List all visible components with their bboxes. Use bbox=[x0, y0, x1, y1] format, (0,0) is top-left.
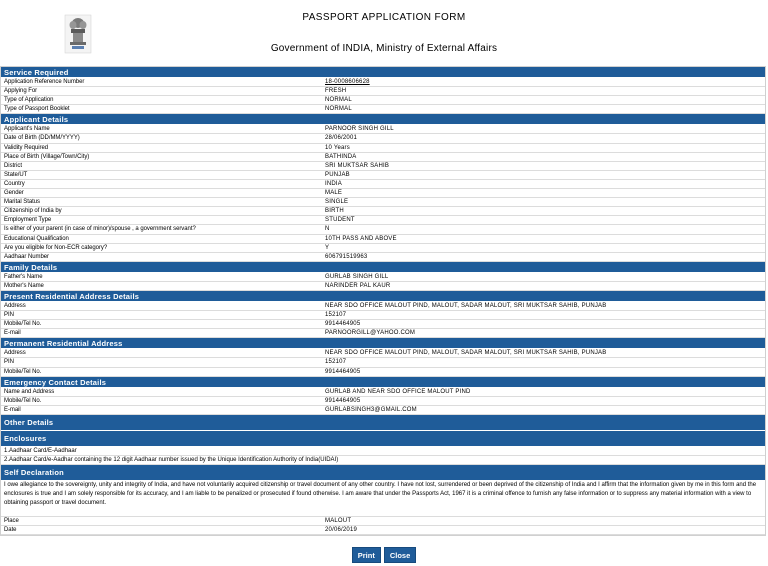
field-value: INDIA bbox=[325, 180, 343, 187]
section-present-address: Present Residential Address Details bbox=[1, 291, 765, 302]
table-row bbox=[1, 87, 765, 96]
field-value: 10 Years bbox=[325, 144, 350, 151]
table-row bbox=[1, 406, 765, 415]
field-label: Mobile/Tel No. bbox=[4, 368, 42, 375]
field-value: SINGLE bbox=[325, 199, 349, 206]
table-row bbox=[1, 349, 765, 358]
table-row bbox=[1, 311, 765, 320]
field-value: 10TH PASS AND ABOVE bbox=[325, 235, 397, 242]
field-value: MALE bbox=[325, 190, 343, 197]
field-label: Gender bbox=[4, 190, 24, 197]
field-value: NORMAL bbox=[325, 106, 352, 113]
field-value: NEAR SDO OFFICE MALOUT PIND, MALOUT, SADAR MALOUT, SRI MUKTSAR SAHIB, PUNJAB bbox=[325, 350, 607, 357]
table-row bbox=[1, 329, 765, 338]
section-family-details: Family Details bbox=[1, 262, 765, 273]
field-value: FRESH bbox=[325, 88, 347, 95]
field-label: Applicant's Name bbox=[4, 126, 50, 133]
table-row bbox=[1, 78, 765, 87]
field-value: PUNJAB bbox=[325, 171, 350, 178]
field-label: Validity Required bbox=[4, 144, 49, 151]
table-row bbox=[1, 96, 765, 105]
field-value: BATHINDA bbox=[325, 153, 357, 160]
action-buttons bbox=[0, 547, 768, 563]
field-label: Father's Name bbox=[4, 273, 43, 280]
table-row bbox=[1, 358, 765, 367]
field-value: N bbox=[325, 226, 330, 233]
field-label: Place bbox=[4, 518, 19, 525]
field-label: Place of Birth (Village/Town/City) bbox=[4, 153, 90, 160]
application-form bbox=[0, 66, 766, 536]
field-label: Date bbox=[4, 527, 17, 534]
section-self-declaration: Self Declaration bbox=[1, 465, 765, 481]
table-row bbox=[1, 225, 765, 234]
table-row bbox=[1, 302, 765, 311]
print-button[interactable]: Print bbox=[352, 547, 381, 563]
field-value: 20/06/2019 bbox=[325, 527, 358, 534]
table-row bbox=[1, 180, 765, 189]
field-label: State/UT bbox=[4, 171, 28, 178]
table-row bbox=[1, 105, 765, 114]
field-label: Application Reference Number bbox=[4, 79, 85, 85]
field-value: GURLAB SINGH GILL bbox=[325, 273, 389, 280]
field-label: Type of Application bbox=[4, 97, 54, 104]
application-reference-number: 18-0008606628 bbox=[325, 79, 370, 85]
table-row bbox=[1, 388, 765, 397]
table-row bbox=[1, 526, 765, 535]
section-permanent-address: Permanent Residential Address bbox=[1, 338, 765, 349]
field-label: Employment Type bbox=[4, 217, 52, 224]
field-label: E-mail bbox=[4, 330, 21, 337]
list-item: 2.Aadhaar Card/e-Aadhar containing the 12 digit Aadhaar number issued by the Unique Identification Authority of India(UIDAI) bbox=[1, 456, 765, 465]
field-value: Y bbox=[325, 244, 330, 251]
section-other-details: Other Details bbox=[1, 415, 765, 431]
field-label: Type of Passport Booklet bbox=[4, 106, 70, 113]
field-label: Address bbox=[4, 302, 26, 309]
table-row bbox=[1, 162, 765, 171]
table-row bbox=[1, 368, 765, 377]
field-label: Are you eligible for Non-ECR category? bbox=[4, 244, 108, 251]
field-value: 9914464905 bbox=[325, 368, 361, 375]
field-label: Mobile/Tel No. bbox=[4, 321, 42, 328]
table-row bbox=[1, 253, 765, 262]
field-label: Date of Birth (DD/MM/YYYY) bbox=[4, 135, 80, 142]
field-label: Citizenship of India by bbox=[4, 208, 62, 215]
field-value: 28/06/2001 bbox=[325, 135, 358, 142]
field-value: BIRTH bbox=[325, 208, 344, 215]
field-value: 152107 bbox=[325, 312, 347, 319]
table-row bbox=[1, 517, 765, 526]
form-subtitle: Government of INDIA, Ministry of External Affairs bbox=[270, 43, 498, 54]
section-applicant-details: Applicant Details bbox=[1, 114, 765, 125]
field-value: PARNOORGILL@YAHOO.COM bbox=[325, 330, 416, 337]
field-value: 606791519963 bbox=[325, 253, 368, 260]
field-label: Address bbox=[4, 350, 26, 357]
table-row bbox=[1, 216, 765, 225]
field-value: MALOUT bbox=[325, 518, 352, 525]
table-row bbox=[1, 244, 765, 253]
field-label: District bbox=[4, 162, 22, 169]
section-enclosures: Enclosures bbox=[1, 431, 765, 447]
table-row bbox=[1, 125, 765, 134]
field-value: STUDENT bbox=[325, 217, 355, 224]
field-value: 9914464905 bbox=[325, 321, 361, 328]
field-value: 9914464905 bbox=[325, 397, 361, 404]
table-row bbox=[1, 235, 765, 244]
table-row bbox=[1, 282, 765, 291]
section-service-required: Service Required bbox=[1, 67, 765, 78]
field-label: PIN bbox=[4, 359, 14, 366]
field-value: 152107 bbox=[325, 359, 347, 366]
field-label: Country bbox=[4, 180, 25, 187]
field-label: E-mail bbox=[4, 406, 21, 413]
table-row bbox=[1, 153, 765, 162]
table-row bbox=[1, 134, 765, 143]
field-label: Mobile/Tel No. bbox=[4, 397, 42, 404]
field-value: SRI MUKTSAR SAHIB bbox=[325, 162, 390, 169]
field-label: Educational Qualification bbox=[4, 235, 69, 242]
section-emergency-contact: Emergency Contact Details bbox=[1, 377, 765, 388]
list-item: 1.Aadhaar Card/E-Aadhaar bbox=[1, 447, 765, 456]
table-row bbox=[1, 273, 765, 282]
table-row bbox=[1, 207, 765, 216]
declaration-text: I owe allegiance to the sovereignty, unity and integrity of India, and have not voluntarily acquired citizenship or travel document of any other country. I have not lost, surrendered or been deprived of the citizenship of India and I affirm that the information given by me in this form and the enclosures is true and I am solely responsible for its accuracy, and I am liable to be penalized or prosecuted if found otherwise. I am aware that under the Passports Act, 1967 it is a criminal offence to furnish any false information or to suppress any material information with a view to obtaining passport or travel document. bbox=[1, 481, 765, 517]
field-value: PARNOOR SINGH GILL bbox=[325, 126, 394, 133]
field-label: Is either of your parent (in case of minor)/spouse , a government servant? bbox=[4, 226, 196, 233]
field-label: Aadhaar Number bbox=[4, 253, 49, 260]
field-value: NEAR SDO OFFICE MALOUT PIND, MALOUT, SADAR MALOUT, SRI MUKTSAR SAHIB, PUNJAB bbox=[325, 302, 607, 309]
field-label: Applying For bbox=[4, 88, 38, 95]
table-row bbox=[1, 189, 765, 198]
field-value: NARINDER PAL KAUR bbox=[325, 282, 391, 289]
table-row bbox=[1, 320, 765, 329]
field-value: GURLAB AND NEAR SDO OFFICE MALOUT PIND bbox=[325, 388, 471, 395]
table-row bbox=[1, 397, 765, 406]
field-label: Mother's Name bbox=[4, 282, 44, 289]
table-row bbox=[1, 198, 765, 207]
field-value: NORMAL bbox=[325, 97, 352, 104]
field-label: PIN bbox=[4, 312, 14, 319]
form-title: PASSPORT APPLICATION FORM bbox=[302, 12, 466, 23]
field-label: Name and Address bbox=[4, 388, 55, 395]
table-row bbox=[1, 144, 765, 153]
table-row bbox=[1, 171, 765, 180]
field-value: GURLABSINGH3@GMAIL.COM bbox=[325, 406, 417, 413]
field-label: Marital Status bbox=[4, 199, 40, 206]
close-button[interactable]: Close bbox=[384, 547, 416, 563]
